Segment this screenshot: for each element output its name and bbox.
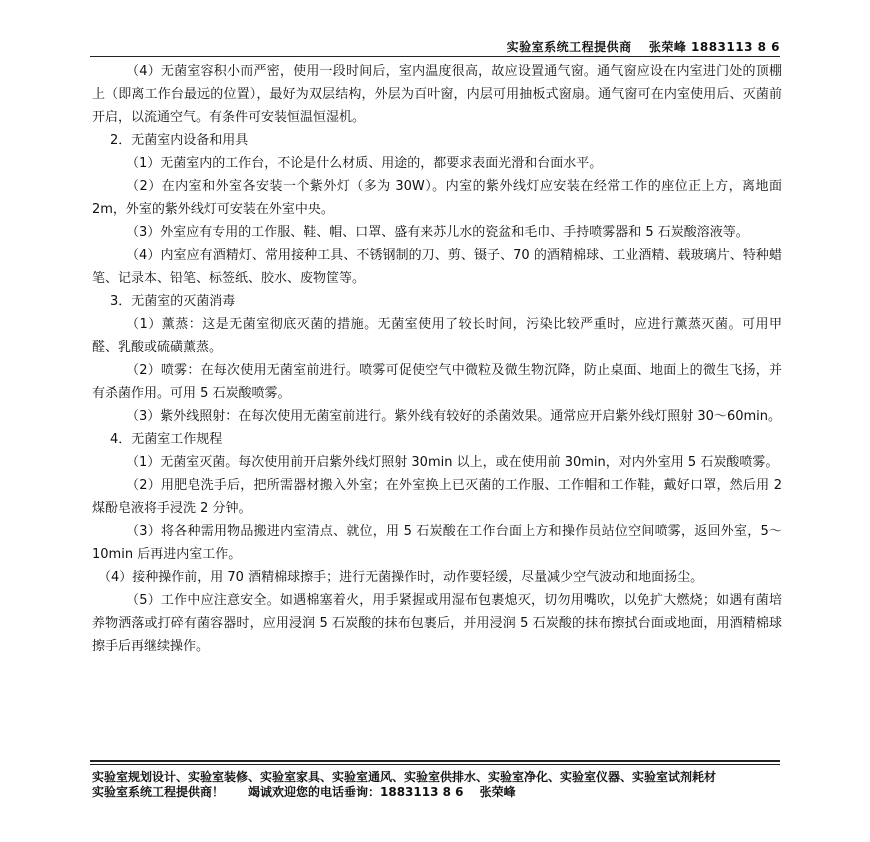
paragraph: （4）内室应有酒精灯、常用接种工具、不锈钢制的刀、剪、镊子、70 的酒精棉球、工业酒精、载玻璃片、特种蜡笔、记录本、铅笔、标签纸、胶水、废物筐等。 [92, 248, 782, 286]
footer-divider-thin [90, 764, 780, 765]
page-footer [92, 770, 792, 800]
paragraph: （4）接种操作前，用 70 酒精棉球擦手；进行无菌操作时，动作要轻缓，尽量减少空气波动和地面扬尘。 [98, 570, 704, 585]
section-heading: 3．无菌室的灭菌消毒 [110, 294, 236, 309]
paragraph: （4）无菌室容积小而严密，使用一段时间后，室内温度很高，故应设置通气窗。通气窗应设在内室进门处的顶棚上（即离工作台最远的位置），最好为双层结构，外层为百叶窗，内层可用抽板式窗扇。通气窗可在内室使用后、灭菌前开启，以流通空气。有条件可安装恒温恒湿机。 [92, 64, 782, 125]
footer-line-services: 实验室规划设计、实验室装修、实验室家具、实验室通风、实验室供排水、实验室净化、实验室仪器、实验室试剂耗材 [92, 770, 717, 784]
page-header: 实验室系统工程提供商 张荣峰 1883113 8 6 [506, 40, 780, 54]
paragraph: （3）紫外线照射：在每次使用无菌室前进行。紫外线有较好的杀菌效果。通常应开启紫外线灯照射 30～60min。 [126, 409, 782, 424]
paragraph: （2）喷雾：在每次使用无菌室前进行。喷雾可促使空气中微粒及微生物沉降，防止桌面、地面上的微生飞扬，并有杀菌作用。可用 5 石炭酸喷雾。 [92, 363, 782, 401]
section-heading: 2．无菌室内设备和用具 [110, 133, 249, 148]
paragraph: （3）将各种需用物品搬进内室清点、就位，用 5 石炭酸在工作台面上方和操作员站位空间喷雾，返回外室，5～10min 后再进内室工作。 [92, 524, 782, 562]
document-body [92, 60, 782, 658]
paragraph: （3）外室应有专用的工作服、鞋、帽、口罩、盛有来苏儿水的瓷盆和毛巾、手持喷雾器和 5 石炭酸溶液等。 [126, 225, 749, 240]
paragraph: （2）在内室和外室各安装一个紫外灯（多为 30W）。内室的紫外线灯应安装在经常工作的座位正上方，离地面 2m，外室的紫外线灯可安装在外室中央。 [92, 179, 782, 217]
footer-divider [90, 760, 780, 762]
paragraph: （1）无菌室内的工作台，不论是什么材质、用途的，都要求表面光滑和台面水平。 [126, 156, 603, 171]
paragraph: （1）无菌室灭菌。每次使用前开启紫外线灯照射 30min 以上，或在使用前 30min，对内外室用 5 石炭酸喷雾。 [126, 455, 779, 470]
header-divider [90, 56, 780, 57]
paragraph: （2）用肥皂洗手后，把所需器材搬入外室；在外室换上已灭菌的工作服、工作帽和工作鞋，戴好口罩，然后用 2 煤酚皂液将手浸洗 2 分钟。 [92, 478, 782, 516]
footer-line-contact: 实验室系统工程提供商！ 竭诚欢迎您的电话垂询：1883113 8 6 张荣峰 [92, 785, 516, 799]
paragraph: （1）薰蒸：这是无菌室彻底灭菌的措施。无菌室使用了较长时间，污染比较严重时，应进行薰蒸灭菌。可用甲醛、乳酸或硫磺薰蒸。 [92, 317, 782, 355]
paragraph: （5）工作中应注意安全。如遇棉塞着火，用手紧握或用湿布包裹熄灭，切勿用嘴吹，以免扩大燃烧；如遇有菌培养物洒落或打碎有菌容器时，应用浸润 5 石炭酸的抹布包裹后，并用浸润 5 石炭酸的抹布擦拭台面或地面，用酒精棉球擦手后再继续操作。 [92, 593, 782, 654]
section-heading: 4．无菌室工作规程 [110, 432, 223, 447]
